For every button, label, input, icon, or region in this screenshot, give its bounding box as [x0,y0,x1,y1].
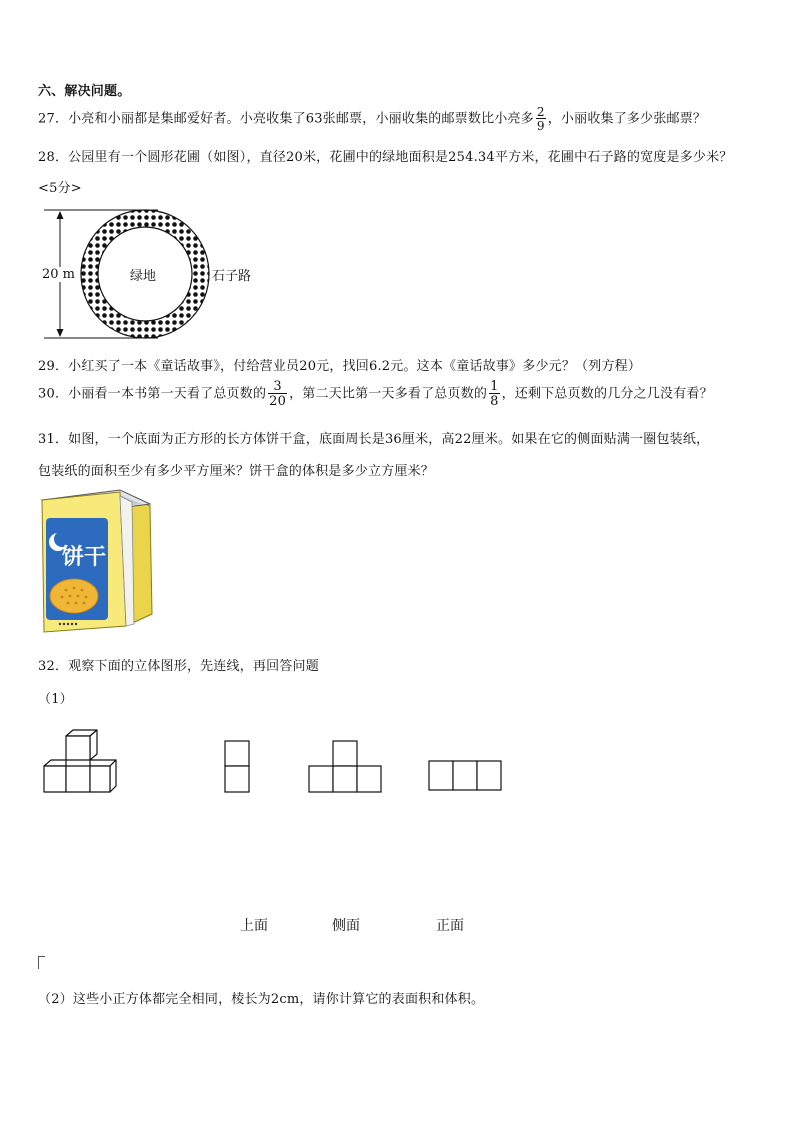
question-29: 29．小红买了一本《童话故事》，付给营业员20元，找回6.2元。这本《童话故事》多少元？（列方程） [38,359,642,374]
bottom-cube-2 [66,766,90,792]
diameter-label: 20 m [42,267,76,282]
question-31-cont: 包装纸的面积至少有多少平方厘米？饼干盒的体积是多少立方厘米？ [38,464,435,479]
cookie-icon [50,579,98,613]
q30-text-a: 30．小丽看一本书第一天看了总页数的 [38,386,267,402]
view-label-front: 正面 [436,918,464,934]
q27-frac-num: 2 [536,105,545,119]
view-label-side: 侧面 [332,918,360,934]
q27-text-b: ，小丽收集了多少张邮票？ [547,111,707,127]
question-27 [38,106,706,132]
q27-frac-den: 9 [536,119,545,133]
q27-text-a: 27．小亮和小丽都是集邮爱好者。小亮收集了63张邮票，小丽收集的邮票数比小亮多 [38,111,534,127]
q30-fraction-2 [489,380,499,408]
bottom-left-top [44,760,66,766]
view-shape-a [224,740,252,796]
q30-text-b: ，第二天比第一天多看了总页数的 [289,386,488,402]
q27-fraction [536,106,546,132]
bottom-cube-3 [90,766,110,792]
green-area-label: 绿地 [130,269,157,284]
stone-path-label: 石子路 [212,269,252,284]
q30-text-c: ，还剩下总页数的几分之几没有看？ [501,386,713,402]
view-label-top: 上面 [240,918,268,934]
question-32: 32．观察下面的立体图形，先连线，再回答问题 [38,659,319,674]
box-label-text: 饼干 [62,545,107,570]
question-30 [38,380,713,408]
bottom-cube-1 [44,766,66,792]
question-28-score: <5分> [38,181,82,196]
section-title: 六、解决问题。 [38,84,131,99]
q30-frac2-num: 1 [490,379,499,394]
question-32-part2: （2）这些小正方体都完全相同，棱长为2cm，请你计算它的表面积和体积。 [38,992,485,1007]
q30-frac2-den: 8 [490,394,499,409]
q30-frac1-den: 20 [269,394,287,409]
cube-solid-figure [40,726,124,796]
q30-fraction-1 [268,380,287,408]
arrow-up-icon [57,211,64,219]
top-cube-side [90,730,97,760]
q30-frac1-num: 3 [273,379,282,394]
arrow-down-icon [57,329,64,337]
question-32-part1: （1） [38,692,73,707]
bottom-right-side [110,760,116,792]
question-31: 31．如图，一个底面为正方形的长方体饼干盒，底面周长是36厘米，高22厘米。如果在它的侧面贴满一圈包装纸， [38,432,710,447]
corner-mark [38,956,45,969]
top-cube-front [66,736,90,760]
view-shape-b [308,740,384,796]
question-28: 28．公园里有一个圆形花圃（如图），直径20米，花圃中的绿地面积是254.34平方米，花圃中石子路的宽度是多少米？ [38,150,733,165]
view-shape-c [428,760,504,794]
